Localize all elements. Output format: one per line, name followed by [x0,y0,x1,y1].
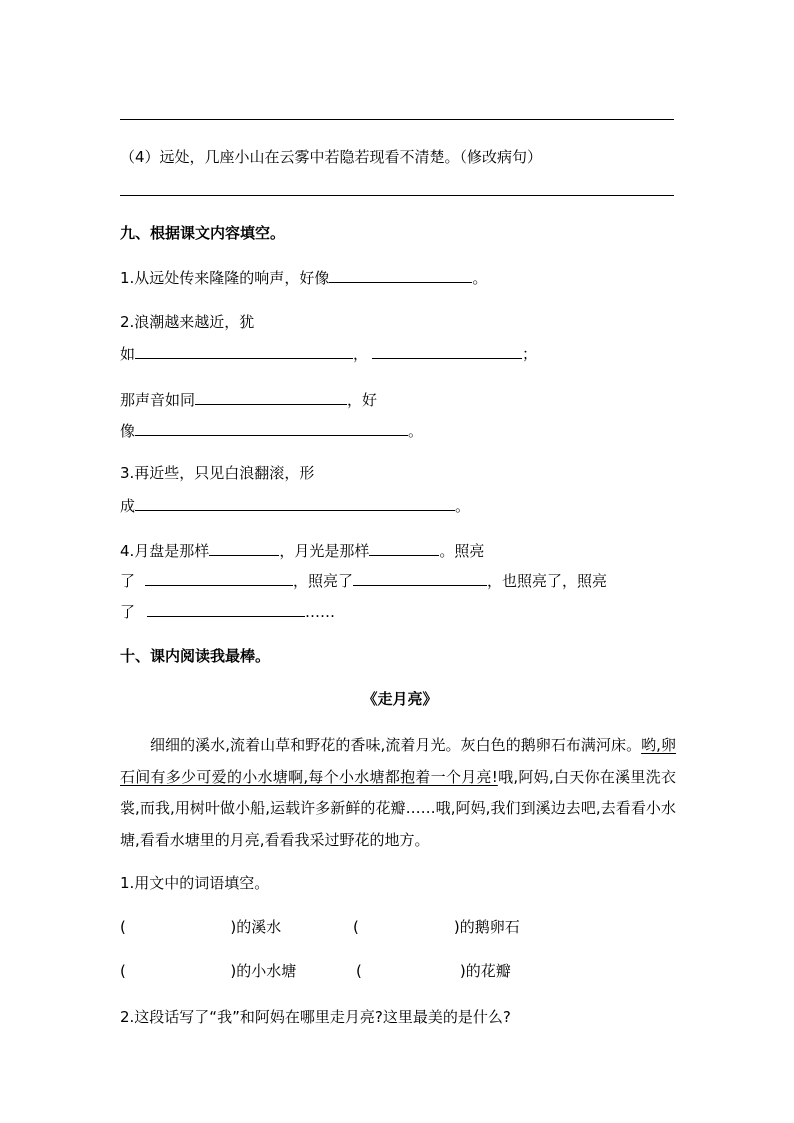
paren-open: ( [120,962,126,980]
row1-b [353,917,520,937]
blank-field[interactable] [209,539,279,556]
sec9-q2-line2-sep: ， [353,345,369,363]
sec10-q1-row2 [120,961,676,981]
blank-field[interactable] [353,569,487,586]
sec9-q1-prefix: 1.从远处传来隆隆的响声，好像 [120,269,330,287]
sec9-q4-line2-a: 了 [120,572,136,590]
blank-field[interactable] [195,388,347,405]
sec9-q4-line2 [120,569,607,591]
section-10-heading: 十、课内阅读我最棒。 [120,647,271,665]
blank-field[interactable] [145,569,293,586]
paren-open: ( [356,962,362,980]
sec10-q2-prompt: 2.这段话写了“我”和阿妈在哪里走月亮?这里最美的是什么? [120,1008,511,1026]
reading-passage [120,730,676,856]
sec9-q4-line3-end: …… [305,603,336,621]
blank-field[interactable] [369,539,439,556]
paren-close-label: )的溪水 [230,918,282,936]
sec9-q4-line2-c: ，也照亮了，照亮 [487,572,608,590]
sec9-q3-line2-prefix: 成 [120,497,136,515]
row2-b [356,961,511,981]
sec9-q2-line1: 2.浪潮越来越近，犹 [120,313,255,331]
sec9-q4-line2-b: ，照亮了 [293,572,354,590]
sec9-q4-line1-b: ，月光是那样 [279,542,370,560]
passage-underlined-sentence: 哟,卵石间有多少可爱的小水塘啊,每个小水塘都抱着一个月亮! [120,736,676,786]
paren-close-label: )的小水塘 [230,962,297,980]
sec9-q2-line3-suffix: ，好 [347,391,378,409]
sec9-q2-line3-prefix: 那声音如同 [120,391,196,409]
paren-close-label: )的花瓣 [459,962,511,980]
paren-open: ( [353,918,359,936]
answer-line-1[interactable] [120,119,674,120]
blank-field[interactable] [135,342,353,359]
paren-close-label: )的鹅卵石 [453,918,520,936]
blank-field[interactable] [135,419,408,436]
sec9-q3-line2 [120,494,470,516]
sec10-q1-row1 [120,917,676,937]
sec9-q2-line2 [120,342,537,364]
sec9-q2-line4-prefix: 像 [120,422,136,440]
blank-field[interactable] [147,600,305,617]
sec9-q2-line4 [120,419,423,441]
sec9-q3-line1: 3.再近些，只见白浪翻滚，形 [120,464,315,482]
blank-field[interactable] [135,494,455,511]
sec9-q4-line3 [120,600,335,622]
paren-open: ( [120,918,126,936]
reading-title: 《走月亮》 [362,690,438,708]
sec9-q1 [120,266,487,288]
section-9-heading: 九、根据课文内容填空。 [120,224,286,242]
blank-field[interactable] [329,266,472,283]
sec9-q2-line2-prefix: 如 [120,345,136,363]
question-8-4: （4）远处，几座小山在云雾中若隐若现看不清楚。（修改病句） [120,148,543,166]
passage-part-1: 细细的溪水,流着山草和野花的香味,流着月光。灰白色的鹅卵石布满河床。 [150,736,642,754]
sec9-q4-line1-c: 。照亮 [439,542,485,560]
answer-line-2[interactable] [120,195,674,196]
sec9-q4-line3-a: 了 [120,603,136,621]
blank-field[interactable] [372,342,522,359]
sec9-q2-line3 [120,388,377,410]
sec10-q1-prompt: 1.用文中的词语填空。 [120,874,270,892]
sec9-q1-suffix: 。 [472,269,488,287]
sec9-q4-line1 [120,539,484,561]
sec9-q4-line1-a: 4.月盘是那样 [120,542,210,560]
passage-part-2: 哦,阿妈,白天你在溪里洗衣裳,而我,用树叶做小船,运载许多新鲜的花瓣……哦,阿妈,我们到溪边去吧,去看看小水塘,看看水塘里的月亮,看看我采过野花的地方。 [120,767,676,849]
sec9-q3-line2-end: 。 [455,497,471,515]
sec9-q2-line4-end: 。 [408,422,424,440]
sec9-q2-line2-end: ； [522,345,538,363]
